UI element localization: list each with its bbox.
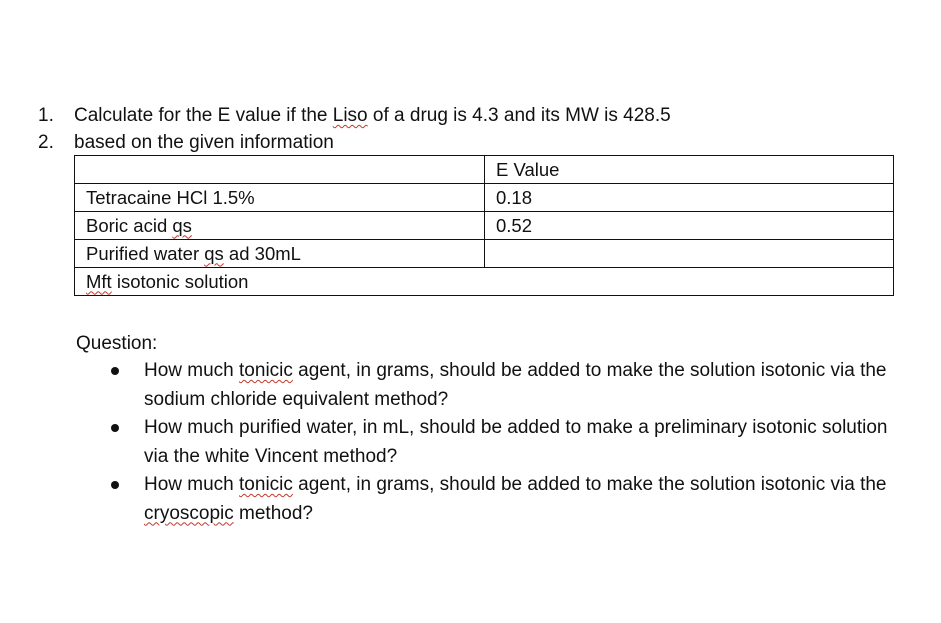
- instruction-cell: [75, 268, 894, 296]
- ingredient-text-part: ad 30mL: [223, 242, 301, 264]
- question-list: [110, 357, 910, 528]
- spellcheck-flagged-word: cryoscopic: [144, 502, 234, 524]
- e-value-cell: 0.18: [485, 184, 894, 212]
- problem-item-2: [38, 129, 671, 156]
- ingredient-cell: [75, 240, 485, 268]
- e-value-cell: [485, 240, 894, 268]
- question-text-part: agent, in grams, should be added to make the solution isotonic via the: [292, 474, 887, 495]
- table-row: [75, 268, 894, 296]
- question-item-2: [110, 414, 910, 471]
- question-item-3: [110, 471, 910, 528]
- question-text-part: How much: [144, 474, 240, 495]
- table-row: [75, 184, 894, 212]
- e-value-table: [74, 155, 894, 296]
- ingredient-cell: Tetracaine HCl 1.5%: [75, 184, 485, 212]
- question-heading: Question:: [76, 333, 158, 354]
- e-value-cell: 0.52: [485, 212, 894, 240]
- problem-item-1: [38, 102, 671, 129]
- spellcheck-flagged-word: tonicic: [239, 474, 293, 495]
- problem-number: 2.: [38, 132, 54, 153]
- question-text-part: method?: [233, 502, 313, 524]
- question-text-part: How much: [144, 360, 240, 381]
- question-item-1: [110, 357, 910, 414]
- question-text: [144, 357, 910, 414]
- table-header-row: [75, 156, 894, 184]
- table-row: [75, 212, 894, 240]
- problem-text: based on the given information: [74, 132, 334, 153]
- question-text: [144, 471, 910, 528]
- spellcheck-flagged-word: qs: [204, 242, 224, 264]
- spellcheck-flagged-word: tonicic: [239, 360, 293, 381]
- spellcheck-flagged-word: Mft: [86, 270, 112, 292]
- question-text-part: agent, in grams, should be added to make the solution isotonic via the sodium chloride equivalent method?: [144, 360, 887, 410]
- problem-number: 1.: [38, 105, 54, 126]
- ingredient-cell: [75, 212, 485, 240]
- table-header-ingredient: [75, 156, 485, 184]
- question-text: How much purified water, in mL, should be added to make a preliminary isotonic solution via the white Vincent method?: [144, 417, 888, 467]
- problem-list: [38, 102, 671, 156]
- problem-text-part: of a drug is 4.3 and its MW is 428.5: [367, 105, 671, 126]
- ingredient-text-part: Purified water: [86, 242, 205, 264]
- spellcheck-flagged-word: Liso: [332, 105, 368, 126]
- ingredient-text-part: Boric acid: [86, 214, 173, 236]
- problem-text-part: Calculate for the E value if the: [74, 105, 333, 126]
- instruction-text-part: isotonic solution: [111, 270, 249, 292]
- problem-text: [74, 102, 671, 129]
- table-row: [75, 240, 894, 268]
- spellcheck-flagged-word: qs: [172, 214, 192, 236]
- table-header-e-value: E Value: [485, 156, 894, 184]
